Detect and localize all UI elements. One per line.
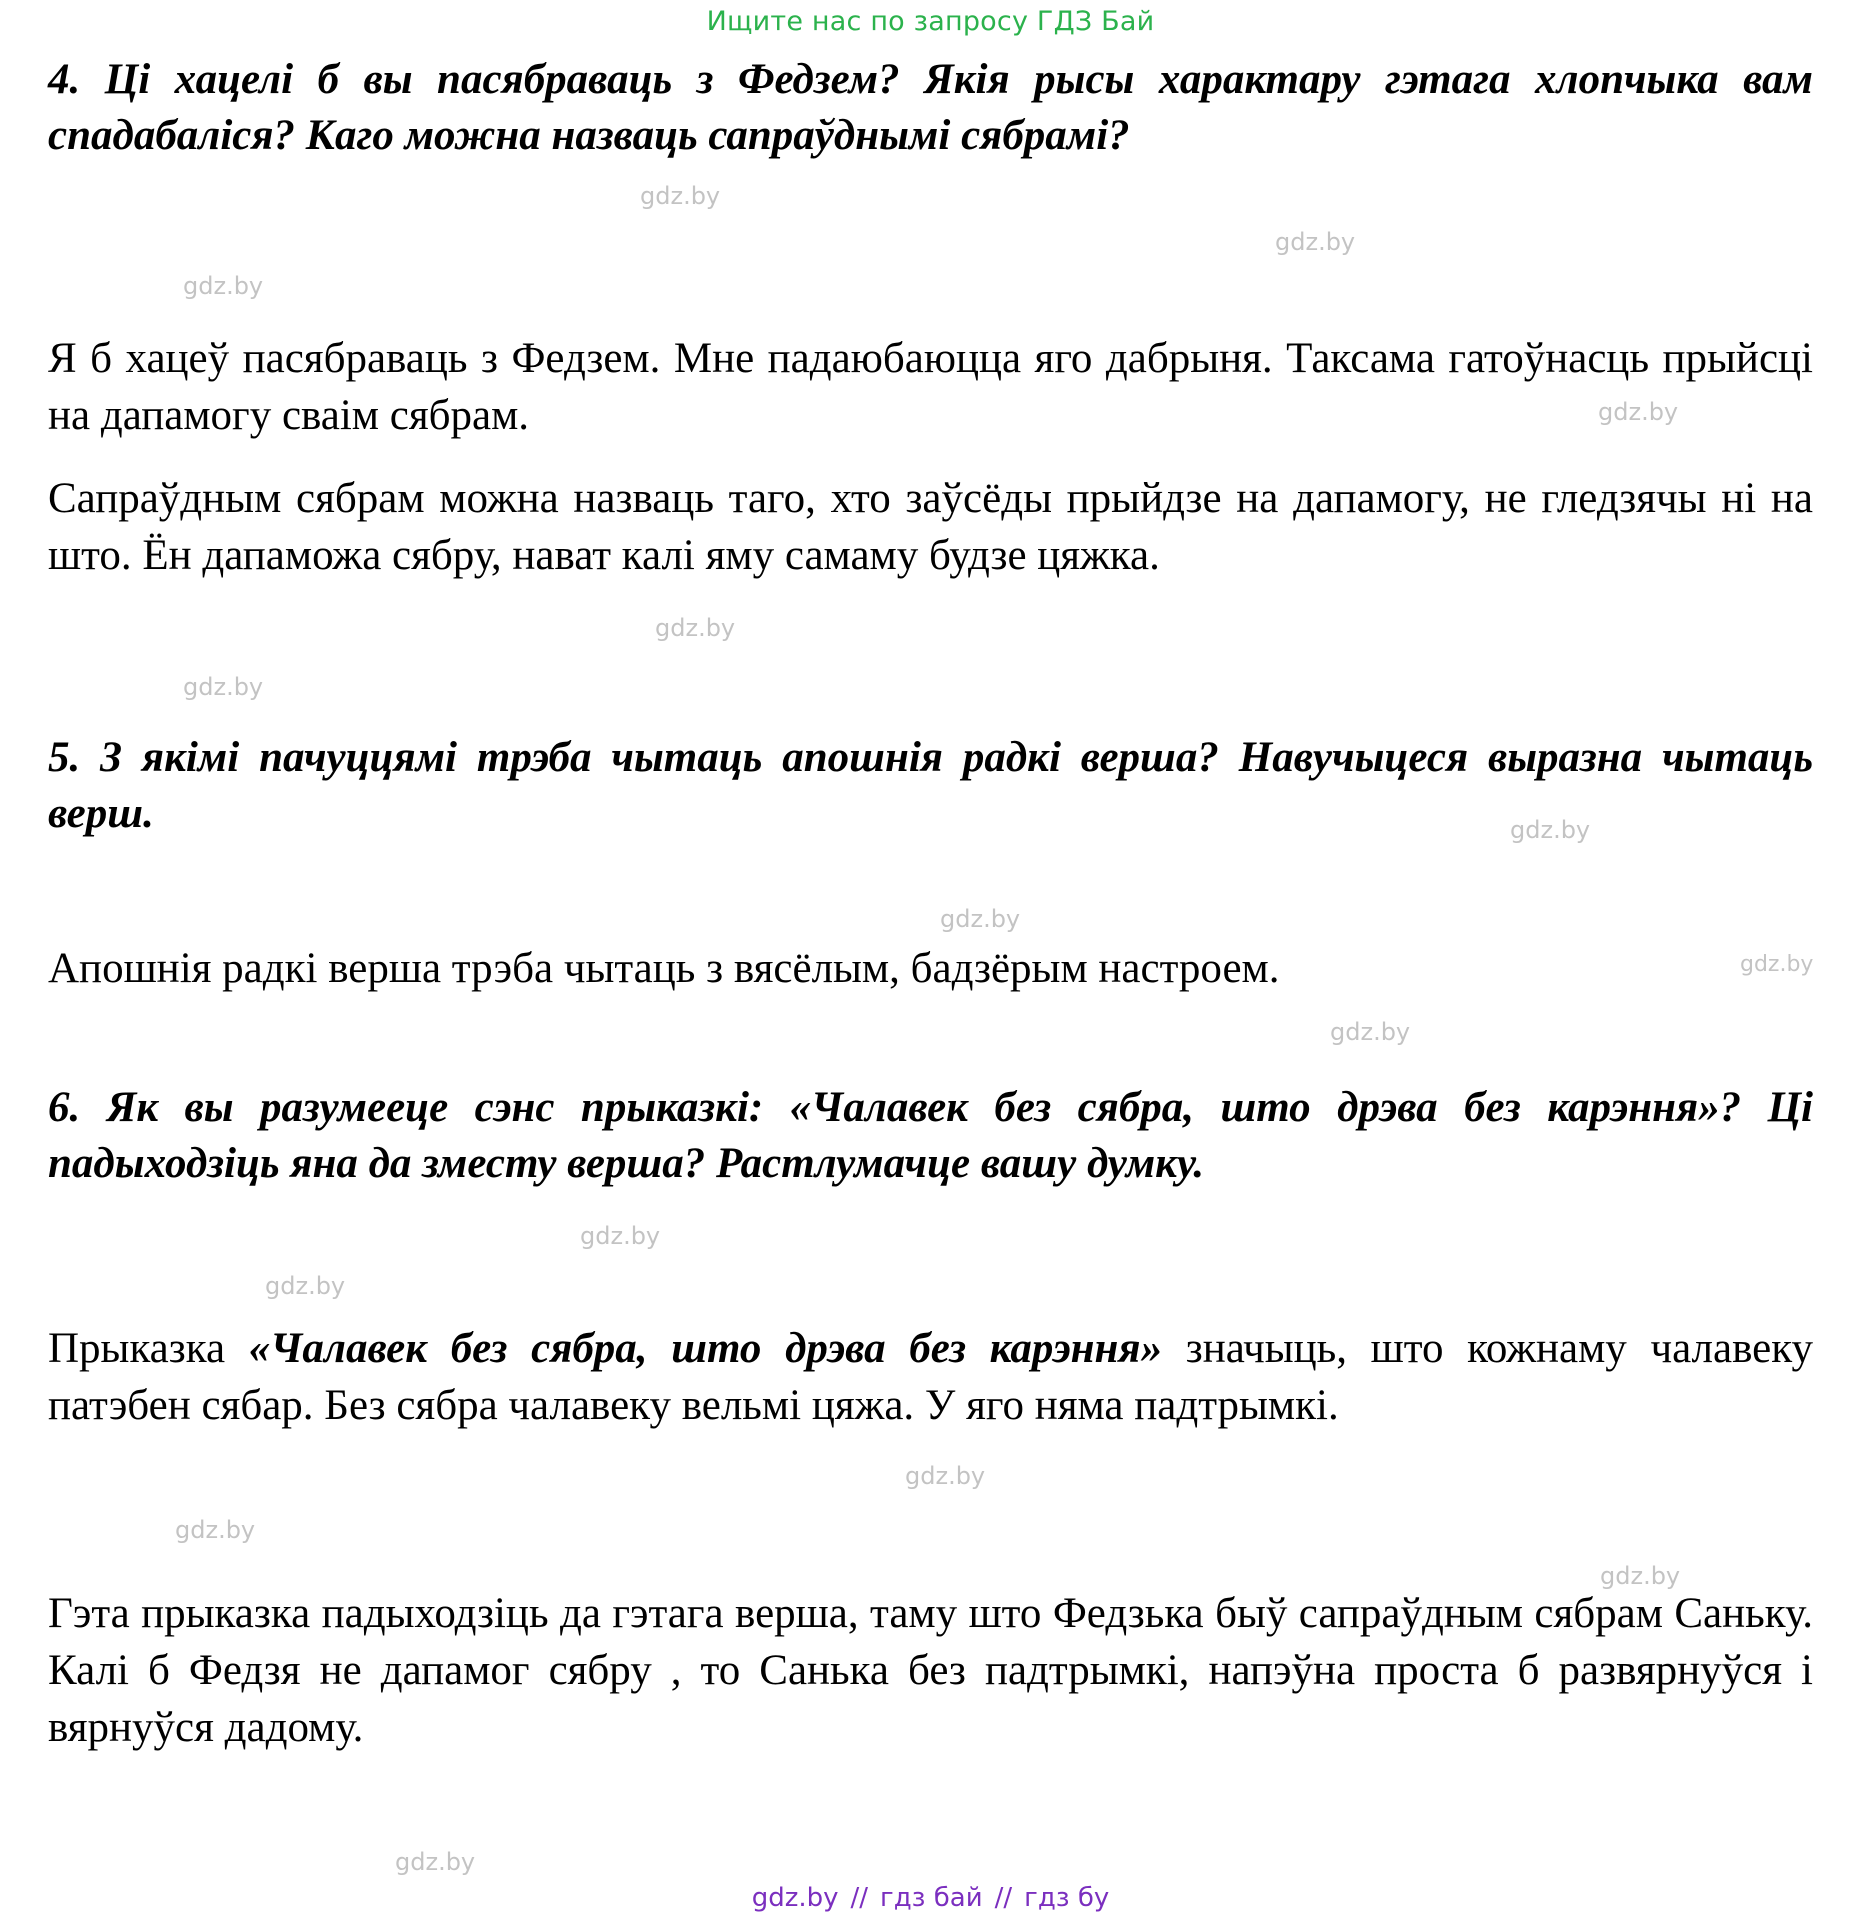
watermark: gdz.by	[1598, 398, 1679, 426]
watermark: gdz.by	[655, 614, 736, 642]
site-banner: Ищите нас по запросу ГДЗ Бай	[706, 6, 1155, 37]
watermark: gdz.by	[175, 1516, 256, 1544]
watermark: gdz.by	[1600, 1562, 1681, 1590]
watermark: gdz.by	[940, 905, 1021, 933]
footer-item: гдз бy	[1024, 1883, 1110, 1913]
watermark: gdz.by	[580, 1222, 661, 1250]
watermark: gdz.by	[1330, 1018, 1411, 1046]
proverb-emphasis: «Чалавек без сябра, што дрэва без карэння»	[248, 1325, 1163, 1372]
question-5: 5. З якімі пачуццямі трэба чытаць апошнія радкі верша? Навучыцеся выразна чытаць верш.	[48, 734, 1813, 837]
answer-6-part1	[48, 1320, 1813, 1434]
watermark: gdz.by	[183, 673, 264, 701]
footer-item: гдз бай	[880, 1883, 983, 1913]
watermark: gdz.by	[265, 1272, 346, 1300]
watermark: gdz.by	[1510, 816, 1591, 844]
footer-sep: //	[994, 1883, 1013, 1913]
page-footer	[0, 1883, 1861, 1913]
footer-item: gdz.by	[751, 1883, 839, 1913]
question-4: 4. Ці хацелі б вы пасябраваць з Федзем? Якія рысы характару гэтага хлопчыка вам спадабаліся? Каго можна назваць сапраўднымі сябрамі?	[48, 56, 1813, 159]
watermark: gdz.by	[395, 1848, 476, 1876]
question-6: 6. Як вы разумееце сэнс прыказкі: «Чалавек без сябра, што дрэва без карэння»? Ці падыходзіць яна да зместу верша? Растлумачце вашу думку.	[48, 1084, 1813, 1187]
watermark: gdz.by	[640, 182, 721, 210]
watermark: gdz.by	[183, 272, 264, 300]
answer-4-part2: Сапраўдным сябрам можна назваць таго, хто заўсёды прыйдзе на дапамогу, не гледзячы ні на што. Ён дапаможа сябру, нават калі яму самаму будзе цяжка.	[48, 475, 1813, 580]
answer-5: Апошнія радкі верша трэба чытаць з вясёлым, бадзёрым настроем.	[48, 945, 1280, 992]
watermark: gdz.by	[905, 1462, 986, 1490]
answer-6-lead: Прыказка	[48, 1325, 249, 1372]
footer-sep: //	[850, 1883, 869, 1913]
answer-4-part1: Я б хацеў пасябраваць з Федзем. Мне падаюбаюцца яго дабрыня. Таксама гатоўнасць прыйсці на дапамогу сваім сябрам.	[48, 335, 1813, 440]
watermark: gdz.by	[1740, 952, 1814, 977]
answer-6-part2: Гэта прыказка падыходзіць да гэтага верша, таму што Федзька быў сапраўдным сябрам Саньку. Калі б Федзя не дапамог сябру , то Санька без падтрымкі, напэўна проста б развярнуўся і вярнуўся дадому.	[48, 1590, 1813, 1752]
watermark: gdz.by	[1275, 228, 1356, 256]
answer-6-tail: значыць, што кожнаму чалавеку патэбен сябар. Без сябра чалавеку вельмі цяжа. У яго няма падтрымкі.	[48, 1325, 1813, 1430]
